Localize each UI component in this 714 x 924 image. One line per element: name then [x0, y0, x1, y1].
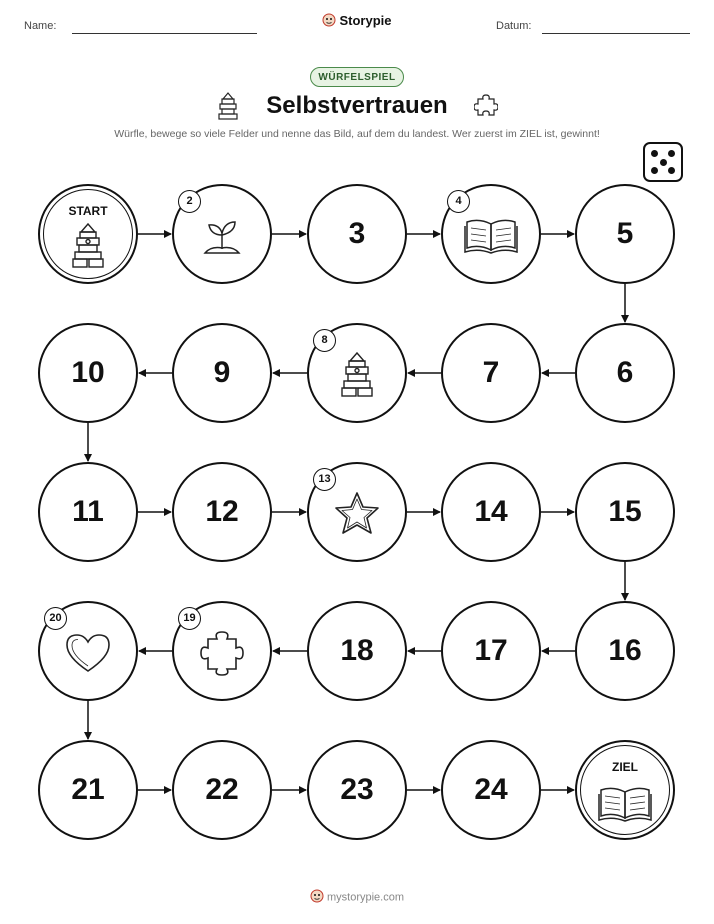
- game-type-badge: WÜRFELSPIEL: [310, 67, 404, 87]
- number-cell: [172, 462, 272, 562]
- cell-number: 12: [205, 495, 239, 528]
- open-book-icon: [463, 216, 519, 261]
- goal-label: ZIEL: [612, 760, 638, 774]
- number-cell: [441, 323, 541, 423]
- cell-number: 16: [608, 634, 642, 667]
- picture-cell: [172, 601, 272, 701]
- cell-number: 23: [340, 773, 374, 806]
- number-cell: [575, 601, 675, 701]
- cell-number-tag: 4: [447, 190, 470, 213]
- picture-cell: [172, 184, 272, 284]
- number-cell: [575, 323, 675, 423]
- picture-cell: [441, 184, 541, 284]
- page-title: Selbstvertrauen: [266, 92, 448, 119]
- goal-cell: [575, 740, 675, 840]
- number-cell: [307, 740, 407, 840]
- number-cell: [38, 462, 138, 562]
- cell-number-tag: 8: [313, 329, 336, 352]
- date-label: Datum:: [496, 20, 532, 32]
- star-icon: [331, 489, 383, 544]
- tower-blocks-icon: [70, 222, 106, 275]
- number-cell: [172, 740, 272, 840]
- cell-number: 3: [348, 217, 366, 250]
- name-label: Name:: [24, 20, 57, 32]
- footer: [0, 889, 714, 906]
- cell-number: 9: [213, 356, 231, 389]
- cell-number: 5: [616, 217, 634, 250]
- number-cell: [172, 323, 272, 423]
- number-cell: [38, 323, 138, 423]
- brand-name: Storypie: [339, 13, 392, 28]
- sprout-icon: [199, 213, 245, 264]
- cell-number: 7: [482, 356, 500, 389]
- cell-number: 14: [474, 495, 508, 528]
- number-cell: [38, 740, 138, 840]
- number-cell: [307, 184, 407, 284]
- picture-cell: [307, 462, 407, 562]
- number-cell: [441, 462, 541, 562]
- picture-cell: [38, 601, 138, 701]
- number-cell: [307, 601, 407, 701]
- cell-number: 17: [474, 634, 508, 667]
- start-cell: [38, 184, 138, 284]
- cell-number: 24: [474, 773, 508, 806]
- cell-number-tag: 20: [44, 607, 67, 630]
- number-cell: [575, 184, 675, 284]
- cell-number: 22: [205, 773, 239, 806]
- cell-number: 18: [340, 634, 374, 667]
- number-cell: [441, 601, 541, 701]
- cell-number-tag: 2: [178, 190, 201, 213]
- cell-number-tag: 19: [178, 607, 201, 630]
- open-book-icon: [597, 784, 653, 829]
- heart-icon: [63, 631, 113, 680]
- puzzle-piece-icon: [200, 629, 244, 682]
- start-label: START: [68, 204, 108, 218]
- cell-number-tag: 13: [313, 468, 336, 491]
- picture-cell: [307, 323, 407, 423]
- tower-blocks-icon: [339, 351, 375, 404]
- cell-number: 10: [71, 356, 105, 389]
- cell-number: 6: [616, 356, 634, 389]
- storypie-logo-icon: [310, 889, 324, 906]
- cell-number: 21: [71, 773, 105, 806]
- footer-url: mystorypie.com: [326, 891, 405, 904]
- cell-number: 15: [608, 495, 642, 528]
- number-cell: [441, 740, 541, 840]
- cell-number: 11: [72, 495, 104, 528]
- number-cell: [575, 462, 675, 562]
- instructions: Würfle, bewege so viele Felder und nenne das Bild, auf dem du landest. Wer zuerst im ZIEL ist, gewinnt!: [114, 128, 600, 140]
